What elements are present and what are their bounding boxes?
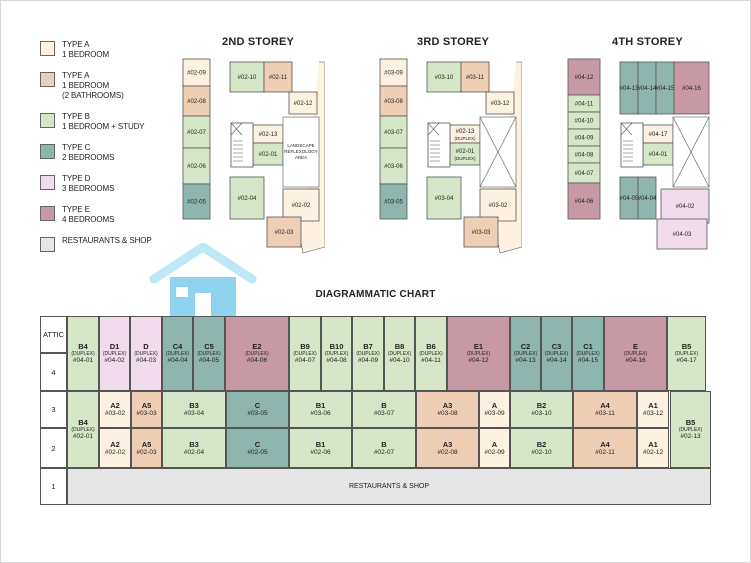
plan-unit-label: #03-03 xyxy=(471,230,491,236)
unit-type: A3 xyxy=(442,401,453,410)
unit-number: #04-14 xyxy=(546,357,567,364)
unit-type: B4 xyxy=(78,418,88,427)
unit-type: B2 xyxy=(536,439,547,449)
plan-unit-label: #04-17 xyxy=(648,132,668,138)
plan-unit-label: #02-08 xyxy=(187,99,206,105)
unit-cell xyxy=(67,316,99,391)
unit-cell xyxy=(447,316,510,391)
unit-number: #03-11 xyxy=(595,410,615,417)
unit-number: #03-05 xyxy=(247,410,268,417)
unit-cell xyxy=(99,391,131,428)
unit-duplex: (DUPLEX) xyxy=(71,427,95,433)
plan-unit-label: #03-05 xyxy=(384,199,403,206)
unit-number: #04-05 xyxy=(198,357,220,364)
unit-number: #03-07 xyxy=(373,410,395,417)
unit-type: A4 xyxy=(600,439,610,449)
unit-type: A2 xyxy=(110,401,120,410)
unit-cell xyxy=(541,316,572,391)
plan-unit-label: #03-04 xyxy=(434,196,454,202)
unit-number: #02-08 xyxy=(437,448,458,456)
plan-unit-label: #02-01 xyxy=(455,149,475,155)
plan-unit-label: #02-10 xyxy=(237,75,257,81)
unit-cell xyxy=(510,428,573,468)
floor-plan-3rd-storey xyxy=(372,57,522,257)
landscape-label: LANDSCAPE xyxy=(287,143,315,148)
unit-type: C xyxy=(254,439,261,449)
plan-unit-label: #02-12 xyxy=(293,101,313,107)
unit-type: C1 xyxy=(583,342,593,351)
plan-unit-sublabel: (DUPLEX) xyxy=(454,156,476,161)
unit-cell xyxy=(225,316,289,391)
plan-unit-label: #03-02 xyxy=(488,203,508,209)
plan-unit-label: #03-11 xyxy=(465,75,485,81)
unit-type: B3 xyxy=(189,439,199,449)
plan-unit-label: #04-13 xyxy=(619,86,639,92)
unit-number: #03-12 xyxy=(642,410,664,417)
unit-cell xyxy=(352,428,416,468)
legend-swatch xyxy=(40,237,55,252)
unit-type: A5 xyxy=(141,401,152,410)
unit-number: #04-09 xyxy=(357,357,379,364)
unit-duplex: (DUPLEX) xyxy=(419,351,443,357)
unit-duplex: (DUPLEX) xyxy=(544,351,569,357)
unit-number: #02-01 xyxy=(72,433,94,440)
unit-cell xyxy=(670,391,711,468)
level-label: 4 xyxy=(40,353,67,391)
plan-unit-label: #03-06 xyxy=(384,164,403,170)
unit-number: #02-04 xyxy=(183,448,205,456)
level-label: 3 xyxy=(40,391,67,428)
diagrammatic-chart xyxy=(40,316,711,505)
level-label: 1 xyxy=(40,468,67,505)
plan-unit-label: #04-09 xyxy=(574,135,594,142)
unit-duplex: (DUPLEX) xyxy=(102,351,127,357)
unit-duplex: (DUPLEX) xyxy=(197,351,221,357)
level-label: ATTIC xyxy=(40,316,67,353)
unit-duplex: (DUPLEX) xyxy=(623,351,648,357)
unit-duplex: (DUPLEX) xyxy=(466,351,491,357)
floor-plan-4th-storey xyxy=(565,57,715,257)
plan-unit-label: #04-01 xyxy=(648,152,668,158)
unit-type: B3 xyxy=(189,401,199,410)
unit-number: #04-01 xyxy=(72,357,94,364)
unit-number: #04-16 xyxy=(625,357,646,364)
unit-cell xyxy=(131,428,162,468)
unit-number: #03-10 xyxy=(531,410,552,417)
unit-cell xyxy=(289,391,352,428)
unit-number: #03-06 xyxy=(310,410,331,417)
unit-type: B9 xyxy=(300,342,310,351)
unit-type: A1 xyxy=(648,401,658,410)
unit-cell xyxy=(572,316,604,391)
unit-type: C xyxy=(254,401,261,410)
unit-duplex: (DUPLEX) xyxy=(387,351,412,357)
unit-cell xyxy=(162,316,193,391)
unit-type: B4 xyxy=(78,342,88,351)
unit-cell xyxy=(289,428,352,468)
plan-unit-label: #04-15 xyxy=(655,86,675,92)
plan-unit-label: #03-10 xyxy=(434,75,454,81)
unit-cell xyxy=(67,391,99,468)
unit-type: B10 xyxy=(329,342,344,351)
unit-type: B5 xyxy=(685,418,696,427)
unit-duplex: (DUPLEX) xyxy=(71,351,95,357)
unit-type: C2 xyxy=(520,342,531,351)
unit-type: D1 xyxy=(109,342,120,351)
legend-label: RESTAURANTS & SHOP xyxy=(62,236,152,245)
legend-swatch xyxy=(40,144,55,159)
plan-unit-label: #03-08 xyxy=(384,99,403,105)
unit-cell xyxy=(573,391,637,428)
unit-type: A xyxy=(491,439,498,449)
unit-cell xyxy=(573,428,637,468)
unit-cell xyxy=(510,391,573,428)
unit-number: #04-03 xyxy=(135,357,157,364)
unit-type: A1 xyxy=(648,439,658,449)
unit-cell xyxy=(130,316,162,391)
unit-duplex: (DUPLEX) xyxy=(674,351,699,357)
unit-type: E1 xyxy=(473,342,484,351)
plan-unit-label: #04-03 xyxy=(672,232,692,238)
unit-cell xyxy=(99,316,130,391)
unit-cell xyxy=(479,428,510,468)
unit-type: B xyxy=(381,401,387,410)
unit-type: B1 xyxy=(315,401,326,410)
legend-swatch xyxy=(40,113,55,128)
unit-cell xyxy=(131,391,162,428)
unit-type: A3 xyxy=(442,439,453,449)
watermark-house-icon xyxy=(148,243,258,323)
plan-unit-label: #02-02 xyxy=(291,203,311,209)
unit-number: #04-08 xyxy=(326,357,347,364)
unit-number: #03-09 xyxy=(484,410,505,417)
unit-number: #02-05 xyxy=(247,448,268,456)
plan-unit-label: #02-03 xyxy=(274,230,294,236)
plan-unit-label: #02-05 xyxy=(187,199,206,206)
plan-title-3rd: 3RD STOREY xyxy=(417,36,490,48)
unit-number: #04-07 xyxy=(294,357,316,364)
legend-item xyxy=(40,205,170,236)
legend-label: TYPE E 4 BEDROOMS xyxy=(62,205,115,224)
plan-unit-label: #04-02 xyxy=(675,204,695,210)
unit-number: #04-15 xyxy=(577,357,599,364)
plan-unit-label: #04-10 xyxy=(574,118,594,125)
unit-cell xyxy=(162,428,226,468)
unit-cell xyxy=(384,316,415,391)
legend-swatch xyxy=(40,175,55,190)
unit-number: #04-10 xyxy=(389,357,410,364)
plan-unit-label: #04-12 xyxy=(574,75,594,81)
unit-number: #02-02 xyxy=(104,448,126,456)
unit-cell xyxy=(510,316,541,391)
unit-type: D xyxy=(143,342,149,351)
unit-type: C3 xyxy=(551,342,562,351)
unit-duplex: (DUPLEX) xyxy=(678,427,703,433)
legend-label: TYPE A 1 BEDROOM xyxy=(62,40,110,59)
chart-title: DIAGRAMMATIC CHART xyxy=(315,289,436,300)
unit-number: #02-03 xyxy=(136,448,157,456)
legend-label: TYPE C 2 BEDROOMS xyxy=(62,143,115,162)
unit-number: #02-11 xyxy=(595,448,615,456)
legend-item xyxy=(40,143,170,174)
plan-unit-label: #04-08 xyxy=(574,152,594,159)
floor-plan-2nd-storey xyxy=(175,57,325,257)
legend-swatch xyxy=(40,72,55,87)
unit-cell xyxy=(352,391,416,428)
unit-type: B7 xyxy=(363,342,373,351)
unit-cell xyxy=(162,391,226,428)
unit-number: #02-10 xyxy=(531,448,552,456)
plan-unit-label: #02-11 xyxy=(268,75,288,81)
legend-item xyxy=(40,40,170,71)
unit-number: #02-12 xyxy=(642,448,664,456)
unit-cell xyxy=(667,316,706,391)
unit-cell xyxy=(226,391,289,428)
plan-unit-label: #04-11 xyxy=(574,101,594,108)
plan-unit-label: #04-14 xyxy=(637,86,657,92)
unit-number: #02-06 xyxy=(310,448,331,456)
unit-duplex: (DUPLEX) xyxy=(513,351,538,357)
legend-swatch xyxy=(40,41,55,56)
unit-cell xyxy=(289,316,321,391)
unit-duplex: (DUPLEX) xyxy=(293,351,317,357)
unit-number: #02-07 xyxy=(373,448,395,456)
unit-number: #04-13 xyxy=(515,357,536,364)
plan-unit-label: #02-13 xyxy=(258,132,278,138)
retail-row: RESTAURANTS & SHOP xyxy=(67,468,711,505)
unit-cell xyxy=(415,316,447,391)
legend-item xyxy=(40,71,170,112)
unit-number: #02-09 xyxy=(484,448,505,456)
unit-number: #04-02 xyxy=(104,357,125,364)
plan-unit-label: #02-09 xyxy=(187,70,206,77)
unit-cell xyxy=(193,316,225,391)
unit-type: C5 xyxy=(204,342,214,351)
unit-cell xyxy=(479,391,510,428)
unit-number: #04-17 xyxy=(676,357,697,364)
legend-swatch xyxy=(40,206,55,221)
legend-item xyxy=(40,112,170,143)
unit-duplex: (DUPLEX) xyxy=(165,351,190,357)
unit-type: B8 xyxy=(394,342,405,351)
unit-number: #03-08 xyxy=(437,410,458,417)
unit-type: B xyxy=(381,439,387,449)
plan-unit-label: #04-16 xyxy=(682,86,701,92)
unit-type: A4 xyxy=(600,401,610,410)
unit-type: B2 xyxy=(536,401,547,410)
unit-duplex: (DUPLEX) xyxy=(134,351,158,357)
plan-title-2nd: 2ND STOREY xyxy=(222,36,295,48)
unit-cell xyxy=(416,391,479,428)
unit-type: A xyxy=(491,401,498,410)
plan-unit-label: #03-12 xyxy=(490,101,510,107)
landscape-label: REFLEXOLOGY xyxy=(284,149,318,154)
unit-cell xyxy=(99,428,131,468)
unit-duplex: (DUPLEX) xyxy=(245,351,269,357)
unit-number: #03-02 xyxy=(104,410,126,417)
plan-unit-label: #02-07 xyxy=(187,130,206,136)
unit-type: A2 xyxy=(110,439,120,449)
plan-unit-label: #02-01 xyxy=(258,152,278,158)
unit-type: E xyxy=(632,342,638,351)
plan-title-4th: 4TH STOREY xyxy=(612,36,683,48)
plan-unit-sublabel: (DUPLEX) xyxy=(454,136,476,141)
plan-unit-label: #03-07 xyxy=(384,130,403,136)
plan-unit-label: #04-06 xyxy=(574,199,594,205)
plan-unit-label: #02-13 xyxy=(455,129,475,135)
unit-type: E2 xyxy=(252,342,262,351)
unit-number: #04-04 xyxy=(167,357,188,364)
unit-number: #04-06 xyxy=(246,357,268,364)
plan-unit-label: #03-09 xyxy=(384,70,403,77)
plan-unit-label: #02-06 xyxy=(187,164,206,170)
unit-duplex: (DUPLEX) xyxy=(356,351,380,357)
unit-type: B1 xyxy=(315,439,326,449)
unit-number: #04-12 xyxy=(468,357,489,364)
landscape-label: AREA xyxy=(294,155,308,160)
legend-label: TYPE A 1 BEDROOM (2 BATHROOMS) xyxy=(62,71,124,100)
unit-number: #03-04 xyxy=(183,410,205,417)
unit-number: #03-03 xyxy=(136,410,157,417)
unit-cell xyxy=(637,391,669,428)
unit-duplex: (DUPLEX) xyxy=(324,351,349,357)
plan-unit-label: #04-05 xyxy=(619,196,639,202)
plan-unit-label: #04-04 xyxy=(637,196,657,202)
unit-cell xyxy=(604,316,667,391)
unit-duplex: (DUPLEX) xyxy=(576,351,600,357)
legend-label: TYPE D 3 BEDROOMS xyxy=(62,174,115,193)
unit-type: B6 xyxy=(426,342,436,351)
legend-item xyxy=(40,174,170,205)
unit-cell xyxy=(321,316,352,391)
unit-cell xyxy=(416,428,479,468)
unit-type: A5 xyxy=(141,439,152,449)
unit-cell xyxy=(226,428,289,468)
plan-unit-label: #04-07 xyxy=(574,171,594,177)
unit-type: C4 xyxy=(172,342,183,351)
legend-label: TYPE B 1 BEDROOM + STUDY xyxy=(62,112,145,131)
unit-cell xyxy=(352,316,384,391)
level-label: 2 xyxy=(40,428,67,468)
plan-unit-label: #02-04 xyxy=(237,196,257,202)
unit-number: #02-13 xyxy=(680,433,701,440)
unit-cell xyxy=(637,428,669,468)
legend xyxy=(40,40,170,267)
unit-number: #04-11 xyxy=(421,357,441,364)
unit-type: B5 xyxy=(681,342,692,351)
